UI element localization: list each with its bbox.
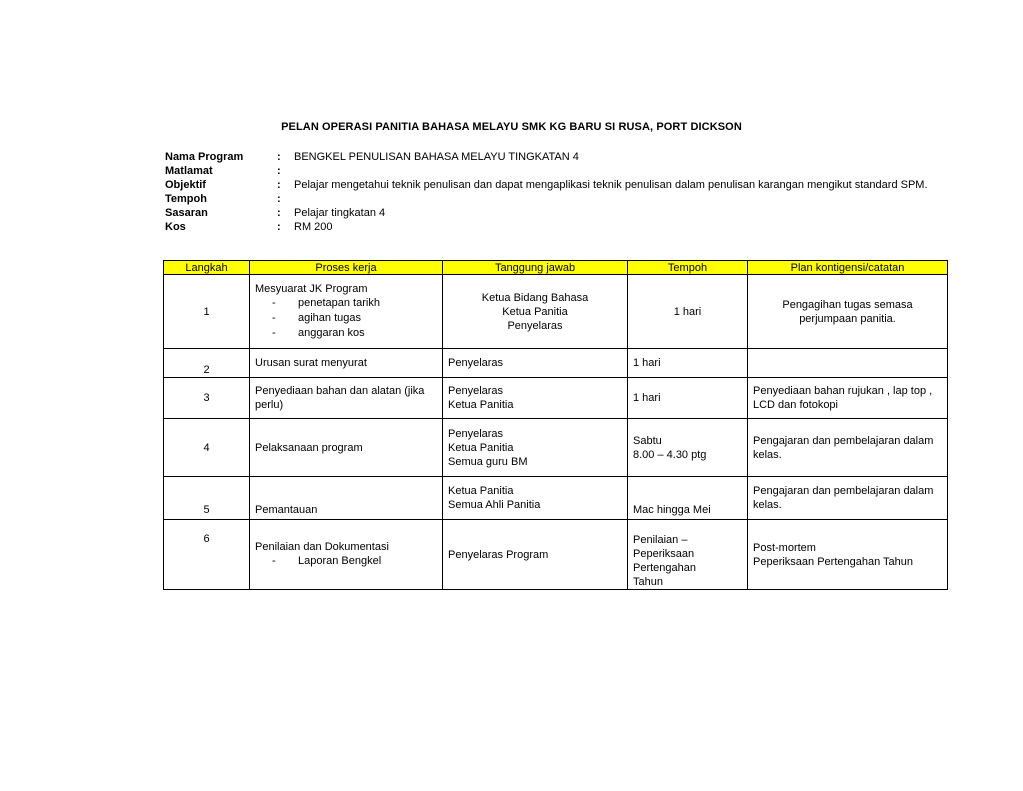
duration-line: 1 hari [673,305,702,318]
info-label: Matlamat [165,165,213,177]
list-item: - anggaran kos [272,326,437,341]
operation-plan-table [163,260,948,590]
duration-line: Peperiksaan [633,548,695,560]
table-row [164,349,948,378]
info-label: Objektif [165,179,206,191]
duration-line: Tahun [633,576,663,588]
info-separator: : [277,221,281,233]
responsible-line: Ketua Panitia [448,485,514,497]
step-cell: 6 [164,520,250,590]
header-langkah: Langkah [164,261,250,275]
responsible-line: Ketua Panitia [502,305,568,318]
responsible-line: Semua Ahli Panitia [448,499,541,511]
duration-cell [628,275,748,349]
step-cell: 3 [164,378,250,419]
responsible-line: Ketua Bidang Bahasa [481,291,589,304]
info-separator: : [277,193,281,205]
notes-cell [748,349,948,378]
info-label: Tempoh [165,193,207,205]
info-value: BENGKEL PENULISAN BAHASA MELAYU TINGKATAN 4 [294,151,579,163]
info-label: Kos [165,221,186,233]
info-row-matlamat [165,164,945,178]
process-cell: Penyediaan bahan dan alatan (jika perlu) [250,378,443,419]
responsible-cell: Penyelaras Program [443,520,628,590]
table-header-row [164,261,948,275]
list-item: - Laporan Bengkel [272,554,437,569]
header-proses-kerja: Proses kerja [250,261,443,275]
responsible-line: Ketua Panitia [448,441,514,454]
duration-cell [628,419,748,477]
table-row [164,378,948,419]
duration-cell [628,520,748,590]
duration-cell: 1 hari [628,378,748,419]
table-row [164,419,948,477]
responsible-cell: Penyelaras [443,349,628,378]
responsible-cell [443,477,628,520]
info-label: Nama Program [165,151,244,163]
process-cell: Pemantauan [250,477,443,520]
step-cell: 1 [164,275,250,349]
info-value: Pelajar tingkatan 4 [294,207,386,219]
process-title: Mesyuarat JK Program [255,283,368,295]
process-list [255,554,437,569]
info-row-objektif [165,178,945,192]
info-row-sasaran [165,206,945,220]
responsible-cell [443,419,628,477]
responsible-line: Penyelaras [448,385,504,397]
process-cell: Pelaksanaan program [250,419,443,477]
duration-line: Penilaian – [633,534,688,546]
notes-cell [748,520,948,590]
notes-line: Peperiksaan Pertengahan Tahun [753,555,914,568]
responsible-cell [443,378,628,419]
notes-cell [748,275,948,349]
process-cell [250,275,443,349]
header-plan-kontigensi: Plan kontigensi/catatan [748,261,948,275]
info-separator: : [277,179,281,191]
responsible-line: Semua guru BM [448,455,528,468]
program-info [165,150,945,234]
info-row-tempoh [165,192,945,206]
table-row [164,477,948,520]
responsible-line: Penyelaras [507,319,563,332]
info-label: Sasaran [165,207,208,219]
notes-line: Post-mortem [753,541,816,554]
info-row-kos [165,220,945,234]
responsible-line: Penyelaras [448,427,504,440]
info-separator: : [277,207,281,219]
step-cell: 2 [164,349,250,378]
step-cell: 4 [164,419,250,477]
info-value [294,192,934,206]
duration-line: Sabtu [633,434,662,447]
process-title: Penilaian dan Dokumentasi [255,541,389,553]
table-row [164,520,948,590]
notes-cell: Penyediaan bahan rujukan , lap top , LCD dan fotokopi [748,378,948,419]
info-value [294,164,934,178]
duration-cell: Mac hingga Mei [628,477,748,520]
responsible-cell [443,275,628,349]
header-tempoh: Tempoh [628,261,748,275]
list-item: - agihan tugas [272,311,437,326]
table-row [164,275,948,349]
duration-cell: 1 hari [628,349,748,378]
info-separator: : [277,151,281,163]
notes-line: Pengagihan tugas semasa [782,298,913,311]
info-separator: : [277,165,281,177]
list-item: - penetapan tarikh [272,296,437,311]
notes-cell: Pengajaran dan pembelajaran dalam kelas. [748,477,948,520]
process-cell: Urusan surat menyurat [250,349,443,378]
notes-line: perjumpaan panitia. [799,312,896,325]
notes-cell: Pengajaran dan pembelajaran dalam kelas. [748,419,948,477]
info-value: RM 200 [294,221,333,233]
duration-line: Pertengahan [633,562,696,574]
document-title: PELAN OPERASI PANITIA BAHASA MELAYU SMK KG BARU SI RUSA, PORT DICKSON [281,121,742,133]
info-row-nama-program [165,150,945,164]
responsible-line: Ketua Panitia [448,399,514,411]
process-cell [250,520,443,590]
process-list [255,296,437,341]
step-cell: 5 [164,477,250,520]
duration-line: 8.00 – 4.30 ptg [633,448,707,461]
info-value: Pelajar mengetahui teknik penulisan dan dapat mengaplikasi teknik penulisan dalam penulisan karangan mengikut standard SPM. [294,179,928,191]
header-tanggung-jawab: Tanggung jawab [443,261,628,275]
